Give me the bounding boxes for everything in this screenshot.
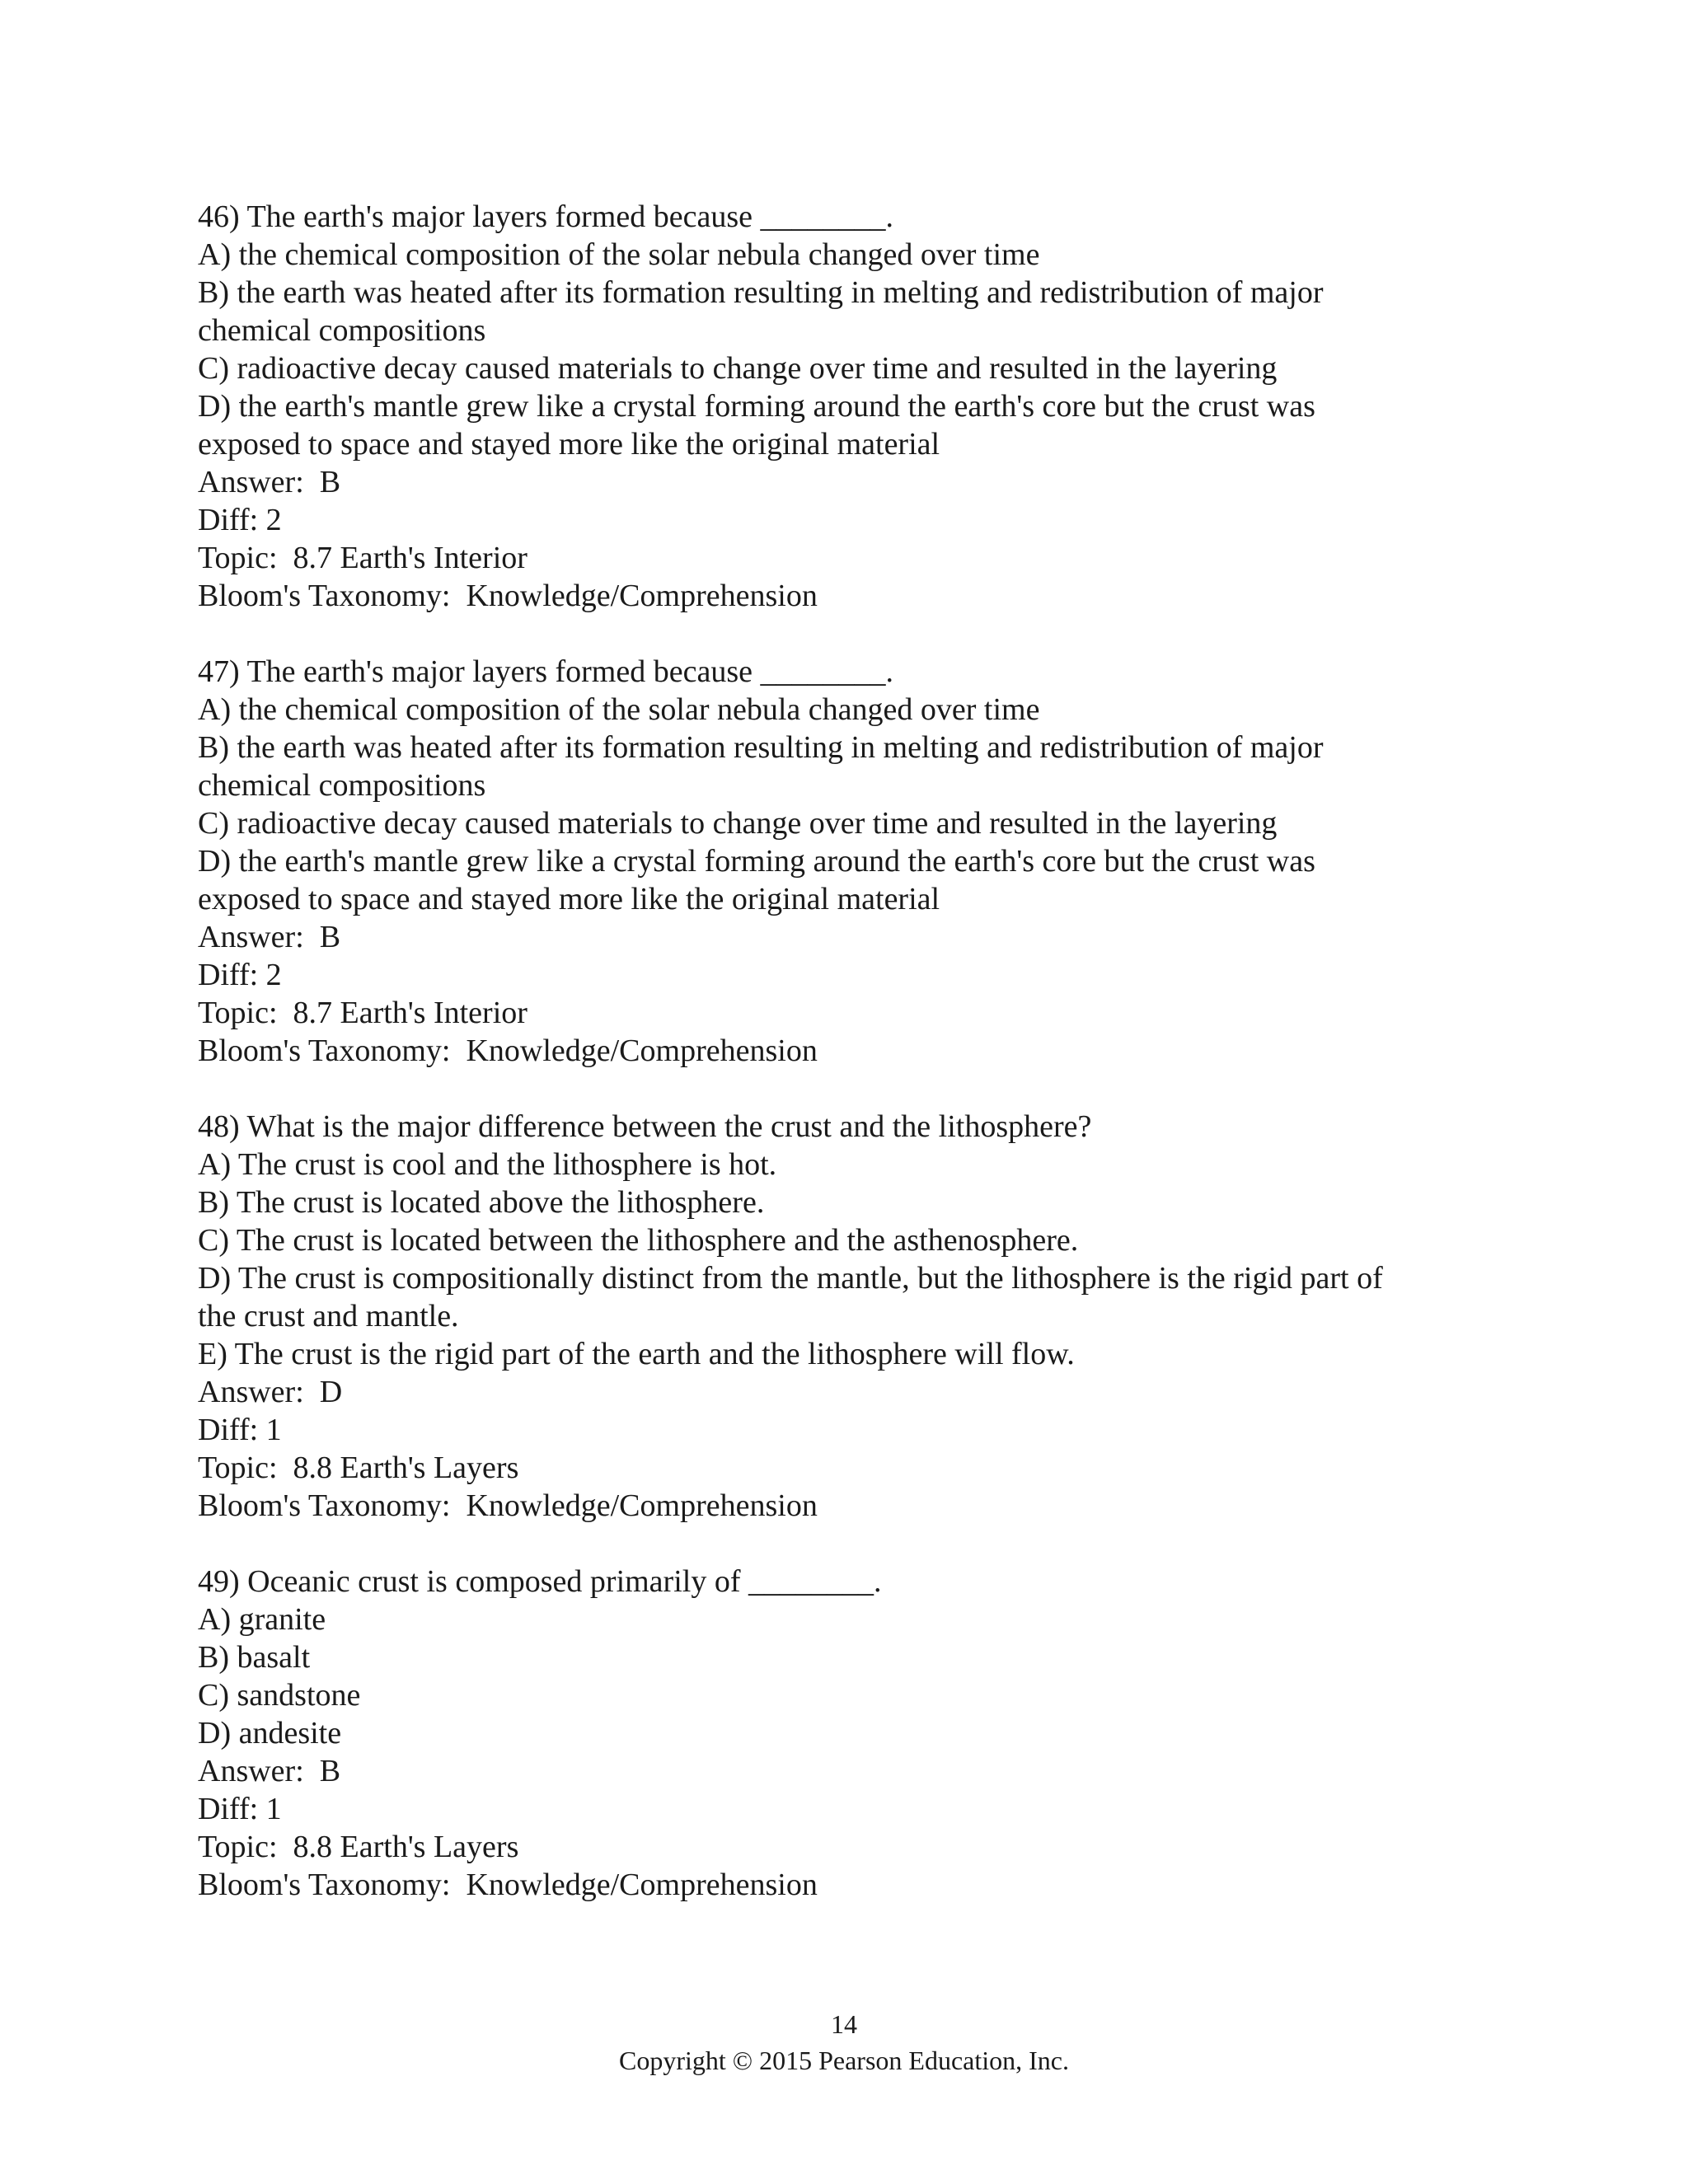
option-line: A) the chemical composition of the solar nebula changed over time (198, 237, 1040, 272)
difficulty-line: Diff: 1 (198, 1792, 282, 1826)
question-47 (198, 653, 1517, 1070)
bloom-line: Bloom's Taxonomy: Knowledge/Comprehension (198, 1868, 818, 1902)
option-line: D) the earth's mantle grew like a crystal forming around the earth's core but the crust was (198, 844, 1315, 879)
page-content (198, 198, 1517, 1942)
topic-line: Topic: 8.7 Earth's Interior (198, 541, 528, 575)
option-line: D) The crust is compositionally distinct from the mantle, but the lithosphere is the rigid part of (198, 1261, 1383, 1296)
topic-line: Topic: 8.8 Earth's Layers (198, 1830, 519, 1864)
copyright-notice: Copyright © 2015 Pearson Education, Inc. (619, 2046, 1069, 2075)
topic-line: Topic: 8.8 Earth's Layers (198, 1451, 519, 1485)
question-46 (198, 198, 1517, 615)
option-line: C) radioactive decay caused materials to change over time and resulted in the layering (198, 351, 1278, 386)
question-stem: 47) The earth's major layers formed because ________. (198, 654, 893, 689)
option-line: exposed to space and stayed more like the original material (198, 427, 940, 462)
bloom-line: Bloom's Taxonomy: Knowledge/Comprehension (198, 1033, 818, 1068)
option-line: D) the earth's mantle grew like a crystal forming around the earth's core but the crust was (198, 389, 1315, 424)
option-line: exposed to space and stayed more like the original material (198, 882, 940, 916)
option-line: C) The crust is located between the lithosphere and the asthenosphere. (198, 1223, 1079, 1258)
answer-line: Answer: B (198, 920, 341, 954)
question-49 (198, 1563, 1517, 1904)
option-line: C) radioactive decay caused materials to change over time and resulted in the layering (198, 806, 1278, 841)
option-line: B) The crust is located above the lithosphere. (198, 1185, 765, 1220)
question-stem: 48) What is the major difference between the crust and the lithosphere? (198, 1109, 1092, 1144)
difficulty-line: Diff: 2 (198, 958, 282, 992)
topic-line: Topic: 8.7 Earth's Interior (198, 996, 528, 1030)
question-stem: 46) The earth's major layers formed because ________. (198, 199, 893, 234)
answer-line: Answer: B (198, 1754, 341, 1788)
difficulty-line: Diff: 2 (198, 503, 282, 537)
option-line: A) granite (198, 1602, 326, 1637)
option-line: B) the earth was heated after its formation resulting in melting and redistribution of major (198, 730, 1324, 765)
bloom-line: Bloom's Taxonomy: Knowledge/Comprehension (198, 579, 818, 613)
option-line: chemical compositions (198, 768, 486, 803)
option-line: D) andesite (198, 1716, 342, 1750)
answer-line: Answer: D (198, 1375, 343, 1409)
option-line: C) sandstone (198, 1678, 361, 1713)
option-line: B) basalt (198, 1640, 311, 1675)
option-line: E) The crust is the rigid part of the earth and the lithosphere will flow. (198, 1337, 1075, 1371)
option-line: chemical compositions (198, 313, 486, 348)
option-line: A) The crust is cool and the lithosphere is hot. (198, 1147, 777, 1182)
option-line: A) the chemical composition of the solar nebula changed over time (198, 692, 1040, 727)
question-stem: 49) Oceanic crust is composed primarily of ________. (198, 1564, 882, 1599)
bloom-line: Bloom's Taxonomy: Knowledge/Comprehension (198, 1488, 818, 1523)
option-line: B) the earth was heated after its formation resulting in melting and redistribution of major (198, 275, 1324, 310)
difficulty-line: Diff: 1 (198, 1413, 282, 1447)
page-number: 14 (831, 2009, 857, 2039)
option-line: the crust and mantle. (198, 1299, 459, 1333)
answer-line: Answer: B (198, 465, 341, 499)
question-48 (198, 1108, 1517, 1525)
